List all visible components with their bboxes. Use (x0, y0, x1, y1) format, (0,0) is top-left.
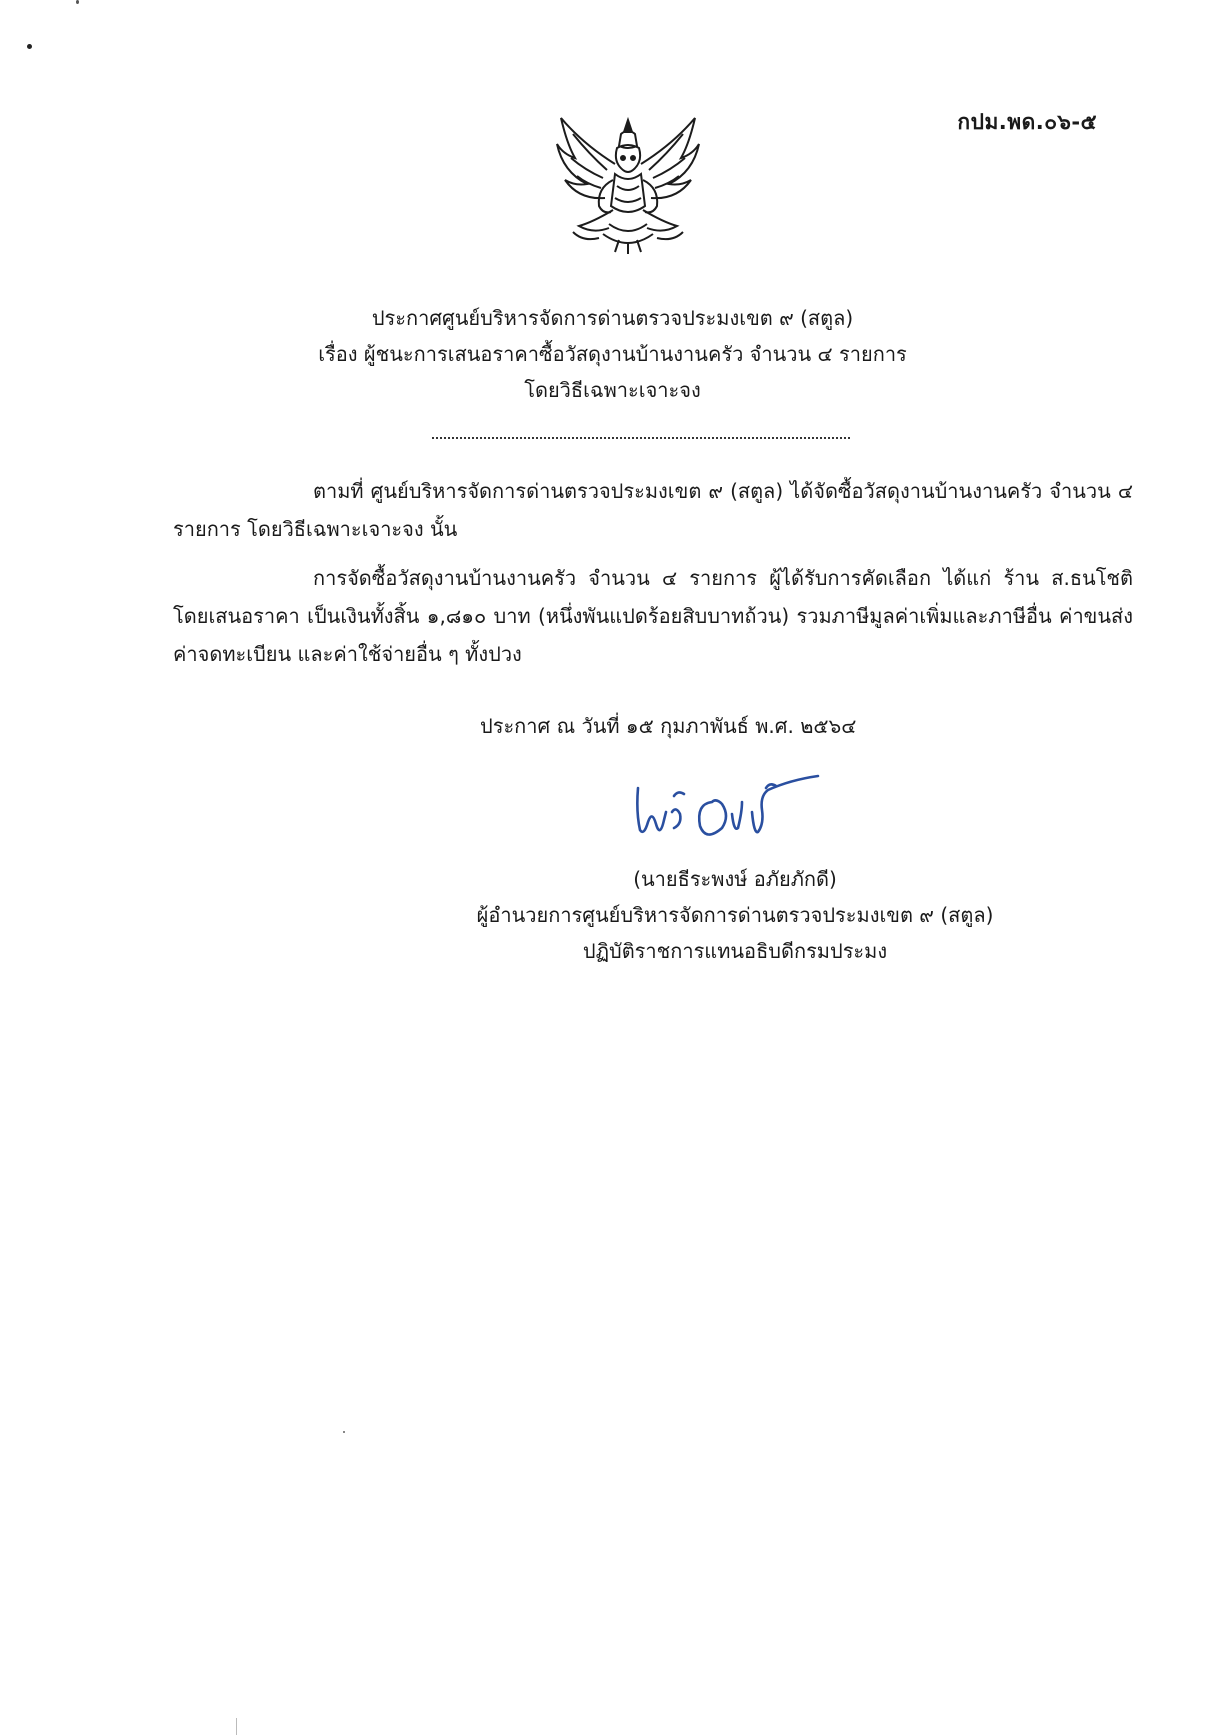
signer-title: ผู้อำนวยการศูนย์บริหารจัดการด่านตรวจประมงเขต ๙ (สตูล) (476, 903, 994, 927)
announcement-subject: เรื่อง ผู้ชนะการเสนอราคาซื้อวัสดุงานบ้านงานครัว จำนวน ๔ รายการ (318, 342, 907, 366)
scan-speck (27, 44, 32, 49)
garuda-emblem-icon (553, 114, 703, 254)
announcement-method: โดยวิธีเฉพาะเจาะจง (524, 378, 701, 402)
paragraph-1-text: ตามที่ ศูนย์บริหารจัดการด่านตรวจประมงเขต ๙ (สตูล) ได้จัดซื้อวัสดุงานบ้านงานครัว จำนวน ๔ รายการ โดยวิธีเฉพาะเจาะจง นั้น (173, 479, 1133, 541)
scan-speck (76, 0, 79, 4)
form-code: กปม.พด.๐๖-๕ (957, 110, 1097, 134)
handwritten-signature-icon (630, 772, 825, 852)
signature-block (455, 861, 1015, 969)
dotted-divider (432, 437, 850, 439)
announcement-issuer: ประกาศศูนย์บริหารจัดการด่านตรวจประมงเขต ๙ (สตูล) (371, 306, 854, 330)
signer-name: (นายธีระพงษ์ อภัยภักดี) (633, 867, 837, 891)
body-paragraph-2 (173, 559, 1133, 673)
announcement-date: ประกาศ ณ วันที่ ๑๕ กุมภาพันธ์ พ.ศ. ๒๕๖๔ (480, 714, 857, 738)
body-paragraph-1 (173, 472, 1133, 548)
signer-acting-for: ปฏิบัติราชการแทนอธิบดีกรมประมง (582, 939, 888, 963)
scan-edge-mark (236, 1718, 237, 1735)
announcement-header (0, 300, 1225, 408)
scan-speck (343, 1431, 345, 1433)
paragraph-2-text: การจัดซื้อวัสดุงานบ้านงานครัว จำนวน ๔ รายการ ผู้ได้รับการคัดเลือก ได้แก่ ร้าน ส.ธนโชติ โดยเสนอราคา เป็นเงินทั้งสิ้น ๑,๘๑๐ บาท (หนึ่งพันแปดร้อยสิบบาทถ้วน) รวมภาษีมูลค่าเพิ่มและภาษีอื่น ค่าขนส่ง ค่าจดทะเบียน และค่าใช้จ่ายอื่น ๆ ทั้งปวง (173, 566, 1133, 666)
